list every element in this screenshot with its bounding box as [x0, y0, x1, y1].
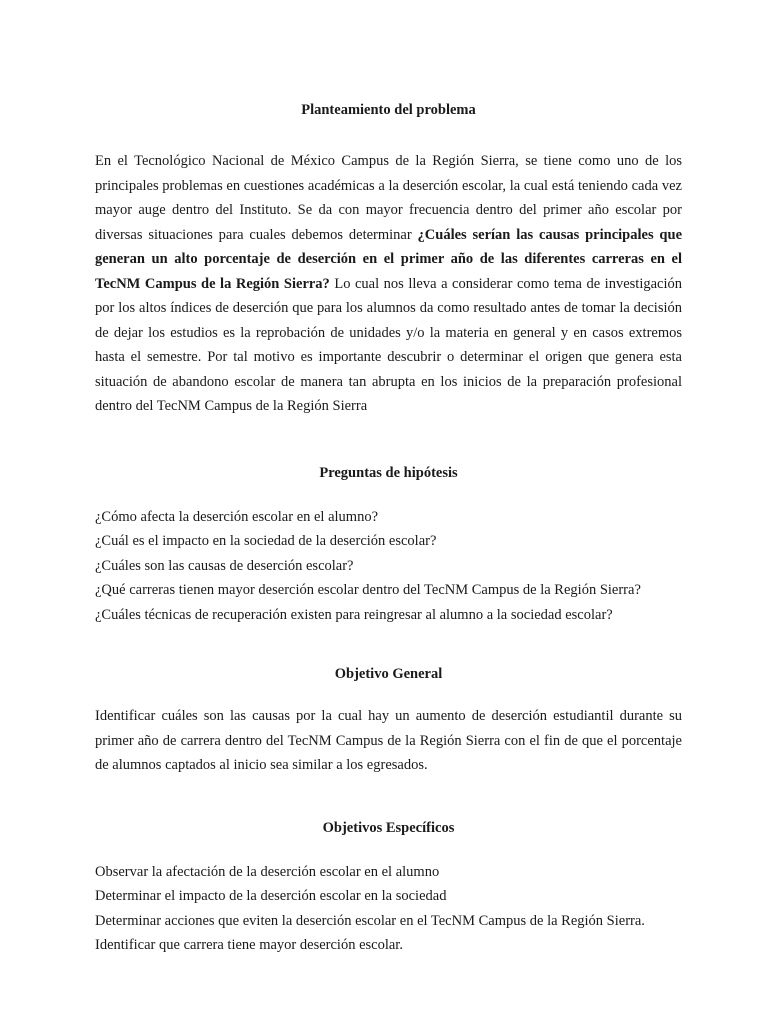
problem-research-question: ¿Cuáles serían las causas principales que generan un alto porcentaje de deserción en el primer año de las diferentes carreras en el TecNM Campus de la Región Sierra? [95, 226, 682, 292]
hypothesis-list [95, 505, 682, 628]
section-title-general-objective: Objetivo General [334, 666, 443, 682]
hypothesis-item: ¿Cuáles son las causas de deserción escolar? [95, 557, 354, 574]
problem-paragraph [95, 149, 682, 419]
section-title-specific-objectives: Objetivos Específicos [322, 819, 455, 836]
hypothesis-item: ¿Cuál es el impacto en la sociedad de la deserción escolar? [95, 533, 437, 549]
specific-objective-item: Determinar acciones que eviten la deserción escolar en el TecNM Campus de la Región Sierra. [95, 912, 645, 929]
general-objective-paragraph: Identificar cuáles son las causas por la cual hay un aumento de deserción estudiantil durante su primer año de carrera dentro del TecNM Campus de la Región Sierra con el fin de que el porcentaje de alumnos captados al inicio sea similar a los egresados. [95, 708, 682, 773]
specific-objective-item: Determinar el impacto de la deserción escolar en la sociedad [95, 888, 447, 904]
hypothesis-item: ¿Qué carreras tienen mayor deserción escolar dentro del TecNM Campus de la Región Sierra? [95, 582, 641, 598]
specific-objectives-list [95, 860, 682, 958]
specific-objective-item: Identificar que carrera tiene mayor deserción escolar. [95, 937, 403, 953]
section-title-hypothesis: Preguntas de hipótesis [319, 464, 458, 481]
hypothesis-item: ¿Cuáles técnicas de recuperación existen para reingresar al alumno a la sociedad escolar? [95, 606, 613, 623]
specific-objective-item: Observar la afectación de la deserción escolar en el alumno [95, 863, 440, 880]
problem-text-part-2: Lo cual nos lleva a considerar como tema de investigación por los altos índices de deserción que para los alumnos da como resultado antes de tomar la decisión de dejar los estudios es la reprobación de unidades y/o la materia en general y en casos extremos hasta el semestre. Por tal motivo es importante descubrir o determinar el origen que genera esta situación de abandono escolar de manera tan abrupta en los inicios de la preparación profesional dentro del TecNM Campus de la Región Sierra [95, 275, 682, 414]
hypothesis-item: ¿Cómo afecta la deserción escolar en el alumno? [95, 508, 379, 525]
problem-text-part-1: En el Tecnológico Nacional de México Campus de la Región Sierra, se tiene como uno de los principales problemas en cuestiones académicas a la deserción escolar, la cual está teniendo cada vez mayor auge dentro del Instituto. Se da con mayor frecuencia dentro del primer año escolar por diversas situaciones para cuales debemos determinar [95, 153, 682, 243]
section-title-problem: Planteamiento del problema [301, 102, 476, 118]
